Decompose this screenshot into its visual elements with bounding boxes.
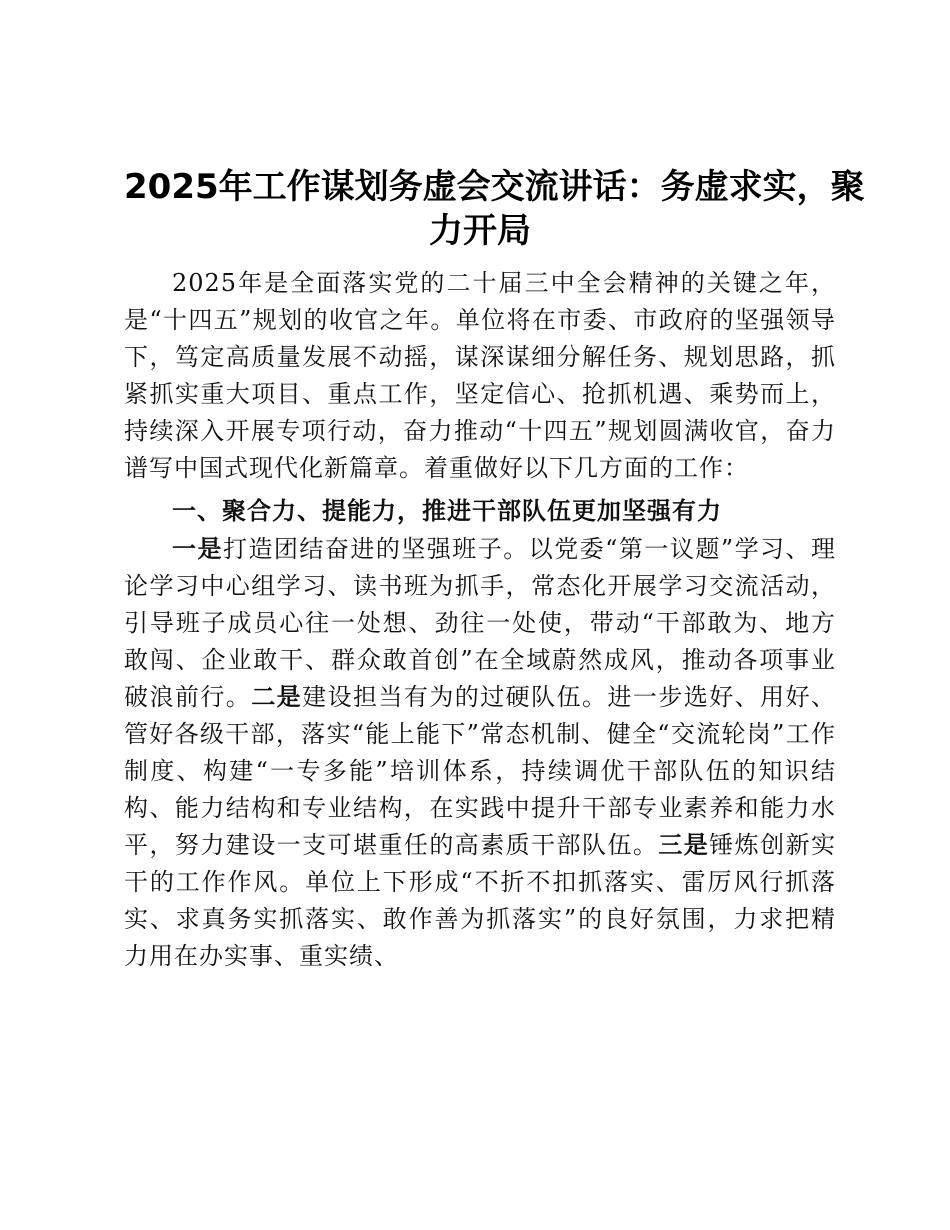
document-page: [124, 165, 865, 975]
section-1-body: [124, 531, 836, 975]
document-title: [124, 165, 865, 253]
item-text-2: 建设担当有为的过硬队伍。进一步选好、用好、管好各级干部，落实“能上能下”常态机制、健全“交流轮岗”工作制度、构建“一专多能”培训体系，持续调优干部队伍的知识结构、能力结构和专业结构，在实践中提升干部专业素养和能力水平，努力建设一支可堪重任的高素质干部队伍。: [124, 683, 837, 859]
intro-paragraph: 2025年是全面落实党的二十届三中全会精神的关键之年，是“十四五”规划的收官之年。单位将在市委、市政府的坚强领导下，笃定高质量发展不动摇，谋深谋细分解任务、规划思路，抓紧抓实重大项目、重点工作，坚定信心、抢抓机遇、乘势而上，持续深入开展专项行动，奋力推动“十四五”规划圆满收官，奋力谱写中国式现代化新篇章。着重做好以下几方面的工作：: [124, 269, 836, 482]
title-line-1: 2025年工作谋划务虚会交流讲话：务虚求实，聚: [124, 167, 865, 207]
item-lead-2: 二是: [251, 683, 303, 711]
item-text-3: 锤炼创新实干的工作作风。单位上下形成“不折不扣抓落实、雷厉风行抓落实、求真务实抓落实、敢作善为抓落实”的良好氛围，力求把精力用在办实事、重实绩、: [124, 831, 837, 970]
section-heading-1: 一、聚合力、提能力，推进干部队伍更加坚强有力: [172, 497, 722, 525]
item-lead-3: 三是: [658, 831, 710, 859]
item-text-1: 打造团结奋进的坚强班子。以党委“第一议题”学习、理论学习中心组学习、读书班为抓手，常态化开展学习交流活动，引导班子成员心往一处想、劲往一处使，带动“干部敢为、地方敢闯、企业敢干、群众敢首创”在全域蔚然成风，推动各项事业破浪前行。: [124, 535, 837, 711]
item-lead-1: 一是: [172, 535, 223, 563]
title-line-2: 力开局: [429, 211, 531, 251]
